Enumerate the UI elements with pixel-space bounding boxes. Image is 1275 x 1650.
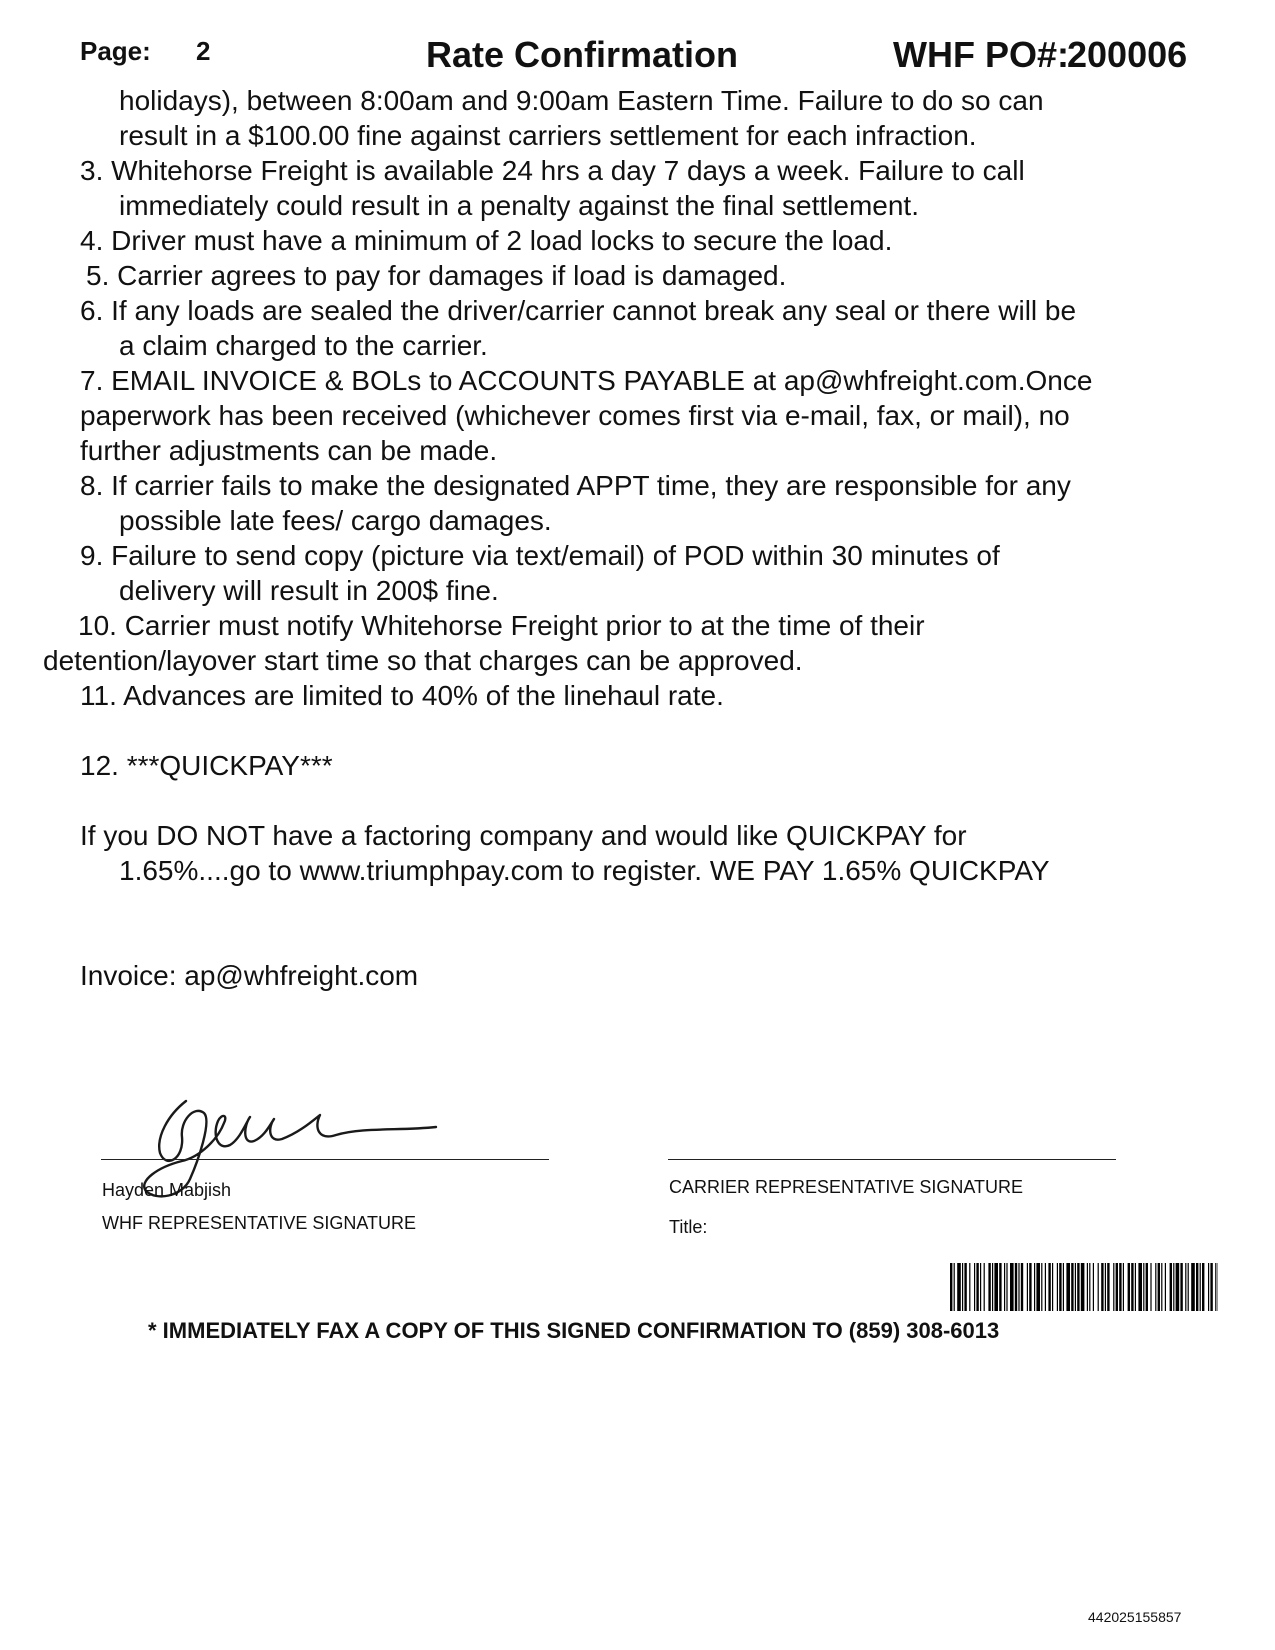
barcode [950,1263,1218,1311]
terms-item-9: 9. Failure to send copy (picture via text/email) of POD within 30 minutes of [80,540,1000,571]
quickpay-line: If you DO NOT have a factoring company and would like QUICKPAY for [80,820,967,851]
terms-item-8: 8. If carrier fails to make the designated APPT time, they are responsible for any [80,470,1071,501]
terms-item-6: 6. If any loads are sealed the driver/carrier cannot break any seal or there will be [80,295,1077,326]
terms-line: holidays), between 8:00am and 9:00am Eastern Time. Failure to do so can [119,85,1044,116]
carrier-signature-line [668,1159,1116,1160]
terms-item-7: 7. EMAIL INVOICE & BOLs to ACCOUNTS PAYABLE at ap@whfreight.com.Once [80,365,1093,396]
terms-line: possible late fees/ cargo damages. [119,505,552,536]
document-number: 442025155857 [1088,1609,1182,1625]
terms-item-4: 4. Driver must have a minimum of 2 load locks to secure the load. [80,225,893,256]
document-title: Rate Confirmation [426,34,739,75]
page-label: Page: [80,36,151,66]
quickpay-line: 1.65%....go to www.triumphpay.com to register. WE PAY 1.65% QUICKPAY [119,855,1050,886]
whf-representative-name: Hayden Mabjish [102,1180,232,1200]
po-label: WHF PO#: [893,34,1069,75]
terms-line: detention/layover start time so that charges can be approved. [43,645,803,676]
terms-line: result in a $100.00 fine against carriers settlement for each infraction. [119,120,977,151]
terms-line: paperwork has been received (whichever comes first via e-mail, fax, or mail), no [80,400,1070,431]
terms-item-11: 11. Advances are limited to 40% of the linehaul rate. [80,680,724,711]
title-label: Title: [669,1217,708,1237]
terms-item-5: 5. Carrier agrees to pay for damages if load is damaged. [86,260,787,291]
terms-line: a claim charged to the carrier. [119,330,488,361]
terms-item-10: 10. Carrier must notify Whitehorse Freight prior to at the time of their [78,610,925,641]
carrier-signature-label: CARRIER REPRESENTATIVE SIGNATURE [669,1177,1024,1197]
invoice-line: Invoice: ap@whfreight.com [80,960,419,991]
terms-line: delivery will result in 200$ fine. [119,575,499,606]
whf-signature-label: WHF REPRESENTATIVE SIGNATURE [102,1213,417,1233]
terms-item-12: 12. ***QUICKPAY*** [80,750,333,781]
terms-line: immediately could result in a penalty against the final settlement. [119,190,919,221]
page-number: 2 [196,36,211,66]
fax-notice: * IMMEDIATELY FAX A COPY OF THIS SIGNED CONFIRMATION TO (859) 308-6013 [148,1318,1000,1343]
po-number: 200006 [1067,34,1188,75]
terms-item-3: 3. Whitehorse Freight is available 24 hrs a day 7 days a week. Failure to call [80,155,1025,186]
whf-signature-line [101,1159,549,1160]
terms-line: further adjustments can be made. [80,435,498,466]
